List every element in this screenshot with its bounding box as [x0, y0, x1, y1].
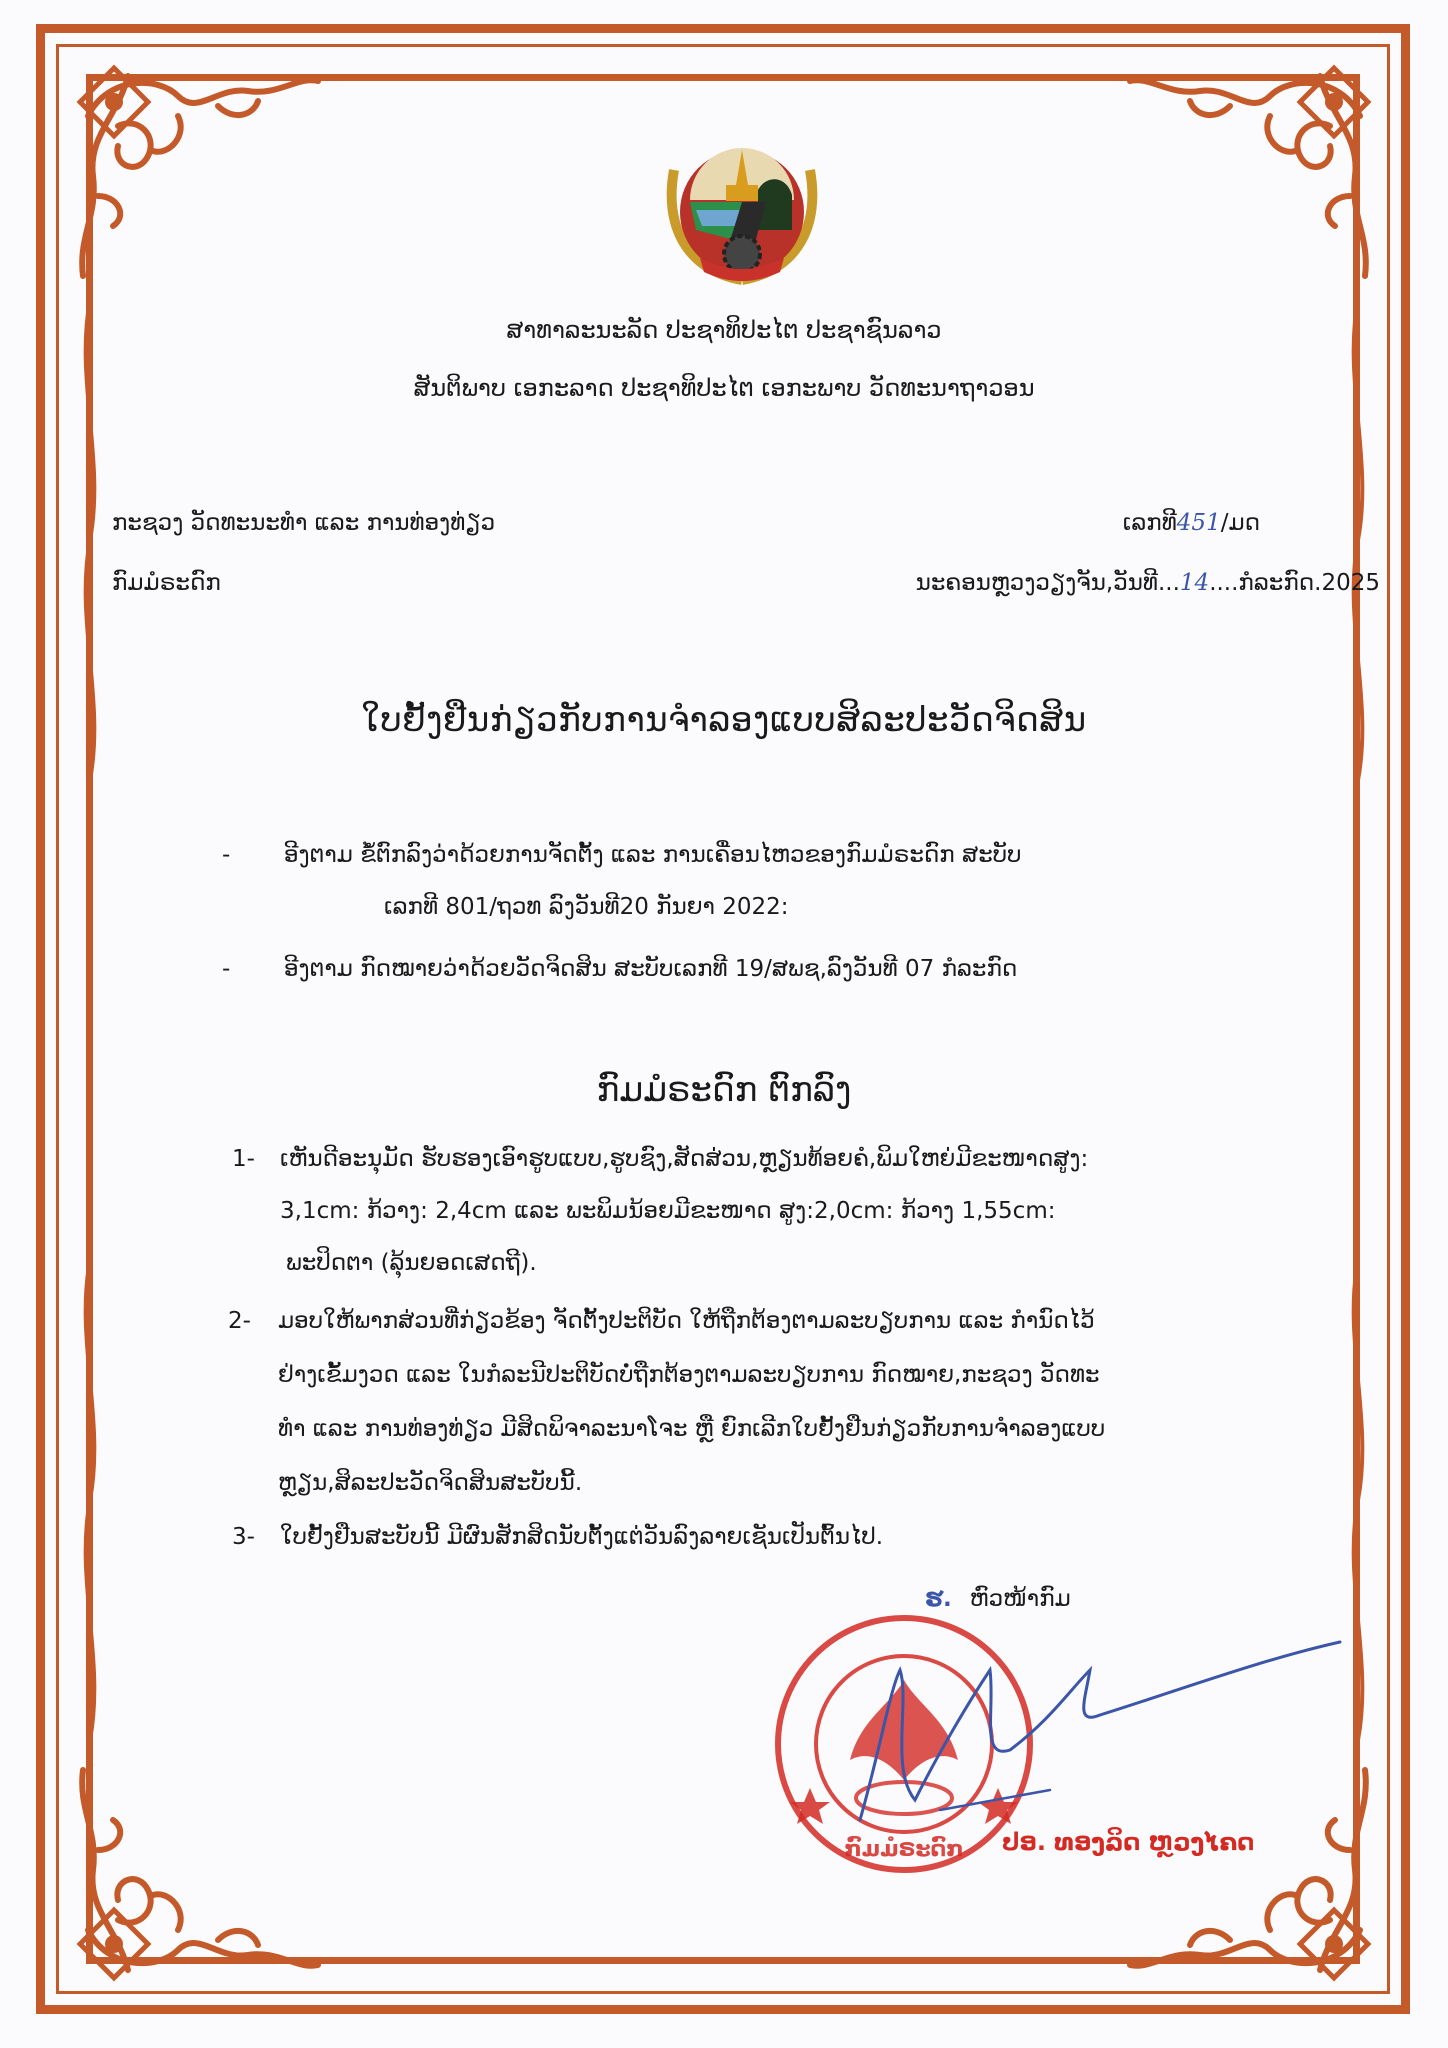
side-ornament-right — [1338, 300, 1378, 1740]
date-prefix: ນະຄອນຫຼວງວຽງຈັນ,ວັນທີ... — [915, 570, 1180, 596]
article-1-number: 1- — [232, 1146, 255, 1172]
article-3-number: 3- — [232, 1524, 255, 1550]
article-2-line-4: ຫຼຽນ,ສິລະປະວັດຈິດສິນສະບັບນີ້. — [278, 1470, 583, 1496]
signatory-role — [925, 1586, 1071, 1612]
corner-ornament-top-right — [1120, 56, 1380, 286]
document-number — [1123, 510, 1260, 536]
signatory-role-label: ຫົວໜ້າກົມ — [969, 1586, 1071, 1612]
certificate-title: ໃບຢັ້ງຢືນກ່ຽວກັບການຈຳລອງແບບສິລະປະວັດຈິດສິນ — [361, 700, 1087, 740]
article-1-line-3: ພະປິດຕາ (ລຸ້ນຍອດເສດຖີ). — [286, 1250, 537, 1276]
issuing-department: ກົມມໍຣະດົກ — [112, 570, 221, 596]
document-number-prefix: ເລກທີ — [1122, 510, 1177, 536]
signatory-name: ປອ. ທອງລິດ ຫຼວງໄຄດ — [1002, 1828, 1255, 1856]
date-suffix: ....ກໍລະກົດ.2025 — [1209, 570, 1380, 596]
reference-1-line-1: ອີງຕາມ ຂໍ້ຕົກລົງວ່າດ້ວຍການຈັດຕັ້ງ ແລະ ການເຄື່ອນໄຫວຂອງກົມມໍຣະດົກ ສະບັບ — [284, 842, 1022, 868]
reference-bullet: - — [222, 842, 231, 868]
reference-2-line-1: ອີງຕາມ ກົດໝາຍວ່າດ້ວຍວັດຈິດສິນ ສະບັບເລກທີ 19/ສພຊ,ລົງວັນທີ 07 ກໍລະກົດ — [284, 956, 1018, 982]
article-2-line-1: ມອບໃຫ້ພາກສ່ວນທີ່ກ່ຽວຂ້ອງ ຈັດຕັ້ງປະຕິບັດ ໃຫ້ຖືກຕ້ອງຕາມລະບຽບການ ແລະ ກຳນົດໄວ້ — [278, 1308, 1095, 1334]
national-emblem-icon — [656, 130, 828, 290]
corner-ornament-bottom-left — [68, 1760, 328, 1990]
article-1-line-1: ເຫັນດີອະນຸມັດ ຮັບຮອງເອົາຮູບແບບ,ຮູບຊົງ,ສັດສ່ວນ,ຫຼຽນທ້ອຍຄໍ,ພິມໃຫຍ່ມີຂະໜາດສູງ: — [280, 1146, 1089, 1172]
article-1-line-2: 3,1cm: ກ້ວາງ: 2,4cm ແລະ ພະພິມນ້ອຍມີຂະໜາດ ສູງ:2,0cm: ກ້ວາງ 1,55cm: — [280, 1198, 1056, 1224]
date-day-handwritten: 14 — [1179, 570, 1210, 596]
article-3-line-1: ໃບຢັ້ງຢືນສະບັບນີ້ ມີຜົນສັກສິດນັບຕັ້ງແຕ່ວັນລົງລາຍເຊັນເປັນຕົ້ນໄປ. — [280, 1524, 884, 1550]
reference-1-line-2: ເລກທີ 801/ຖວທ ລົງວັນທີ20 ກັນຍາ 2022: — [384, 894, 789, 920]
document-date — [916, 570, 1380, 596]
article-2-line-3: ທຳ ແລະ ການທ່ອງທ່ຽວ ມີສິດພິຈາລະນາໂຈະ ຫຼື ຍົກເລີກໃບຢັ້ງຢືນກ່ຽວກັບການຈຳລອງແບບ — [278, 1416, 1106, 1442]
signatory-mark: ຮ. — [925, 1586, 952, 1612]
document-number-suffix: /ມດ — [1220, 510, 1260, 536]
country-name: ສາທາລະນະລັດ ປະຊາທິປະໄຕ ປະຊາຊົນລາວ — [506, 316, 942, 344]
national-motto: ສັນຕິພາບ ເອກະລາດ ປະຊາທິປະໄຕ ເອກະພາບ ວັດທະນາຖາວອນ — [413, 374, 1035, 402]
article-2-line-2: ຢ່າງເຂັ້ມງວດ ແລະ ໃນກໍລະນີປະຕິບັດບໍ່ຖືກຕ້ອງຕາມລະບຽບການ ກົດໝາຍ,ກະຊວງ ວັດທະ — [278, 1362, 1100, 1388]
side-ornament-left — [70, 300, 110, 1740]
stamp-label: ກົມມໍຣະດົກ — [844, 1837, 964, 1862]
corner-ornament-top-left — [68, 56, 328, 286]
handwritten-signature-icon — [820, 1630, 1350, 1860]
issuing-ministry: ກະຊວງ ວັດທະນະທຳ ແລະ ການທ່ອງທ່ຽວ — [112, 510, 496, 536]
reference-bullet: - — [222, 956, 231, 982]
decision-heading: ກົມມໍຣະດົກ ຕົກລົງ — [596, 1070, 852, 1110]
document-number-handwritten: 451 — [1176, 510, 1221, 536]
article-2-number: 2- — [228, 1308, 251, 1334]
